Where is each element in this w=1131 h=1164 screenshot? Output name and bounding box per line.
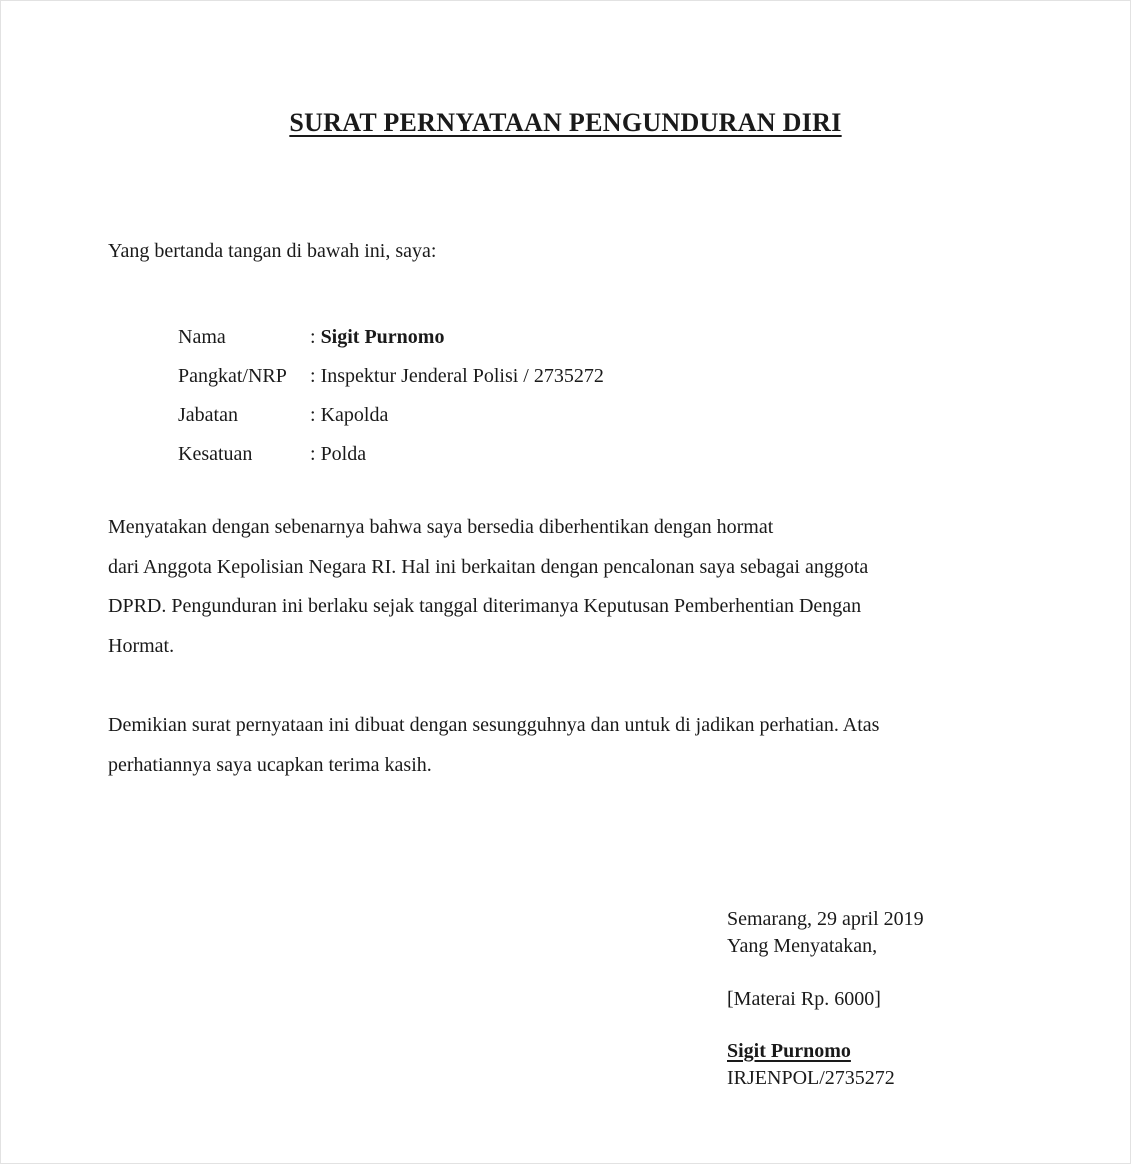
identity-table — [178, 318, 604, 474]
identity-row-nama — [178, 318, 604, 357]
identity-value-cell — [310, 318, 604, 357]
identity-value-cell — [310, 435, 604, 474]
signature-block — [727, 906, 924, 1092]
identity-value-cell — [310, 396, 604, 435]
identity-separator: : — [310, 326, 321, 348]
identity-separator: : — [310, 404, 321, 426]
identity-value: Inspektur Jenderal Polisi / 2735272 — [320, 365, 604, 387]
identity-value-cell — [310, 357, 604, 396]
closing-paragraph — [108, 706, 879, 785]
statement-line: Hormat. — [108, 634, 175, 657]
signer-rank-id: IRJENPOL/2735272 — [727, 1067, 895, 1089]
identity-value: Sigit Purnomo — [320, 326, 445, 348]
statement-line: Menyatakan dengan sebenarnya bahwa saya bersedia diberhentikan dengan hormat — [108, 516, 774, 538]
identity-row-kesatuan — [178, 435, 604, 474]
statement-line: DPRD. Pengunduran ini berlaku sejak tanggal diterimanya Keputusan Pemberhentian Dengan — [108, 595, 862, 617]
identity-label: Pangkat/NRP — [178, 365, 287, 387]
identity-value: Polda — [320, 443, 367, 465]
identity-value: Kapolda — [320, 404, 389, 426]
intro-text: Yang bertanda tangan di bawah ini, saya: — [108, 240, 437, 262]
identity-separator: : — [310, 443, 321, 465]
declarant-label: Yang Menyatakan, — [727, 935, 878, 957]
identity-row-pangkat — [178, 357, 604, 396]
identity-label: Nama — [178, 326, 226, 348]
closing-line: Demikian surat pernyataan ini dibuat dengan sesungguhnya dan untuk di jadikan perhatian. Atas — [108, 714, 880, 736]
identity-label: Jabatan — [178, 404, 238, 426]
statement-line: dari Anggota Kepolisian Negara RI. Hal ini berkaitan dengan pencalonan saya sebagai anggota — [108, 555, 869, 578]
stamp-duty-note: [Materai Rp. 6000] — [727, 988, 881, 1010]
place-date: Semarang, 29 april 2019 — [727, 908, 924, 930]
identity-row-jabatan — [178, 396, 604, 435]
statement-paragraph — [108, 508, 868, 666]
identity-separator: : — [310, 365, 321, 387]
identity-label: Kesatuan — [178, 443, 253, 465]
signer-name: Sigit Purnomo — [727, 1040, 851, 1062]
closing-line: perhatiannya saya ucapkan terima kasih. — [108, 753, 432, 776]
document-title: SURAT PERNYATAAN PENGUNDURAN DIRI — [289, 108, 842, 137]
